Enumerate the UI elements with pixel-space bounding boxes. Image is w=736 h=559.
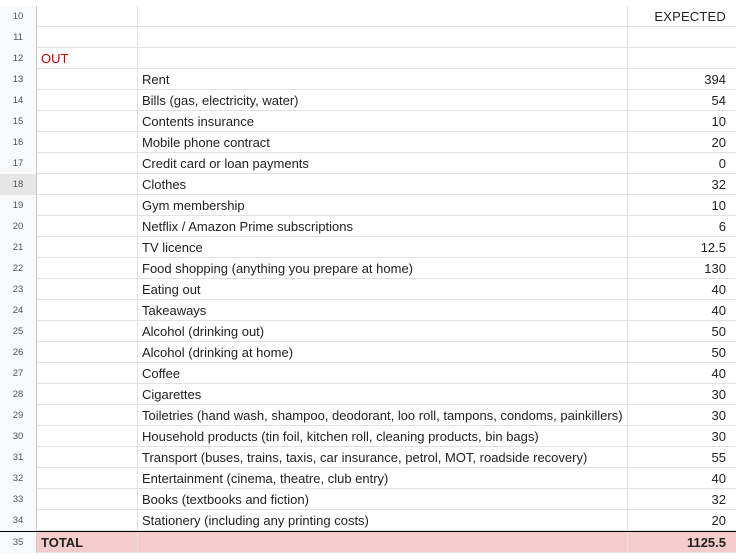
expense-label-cell[interactable]: Household products (tin foil, kitchen roll, cleaning products, bin bags) xyxy=(138,426,628,447)
section-row xyxy=(0,48,736,69)
cell-a[interactable] xyxy=(37,69,138,90)
row-number[interactable]: 11 xyxy=(0,27,37,48)
row-number[interactable]: 20 xyxy=(0,216,37,237)
cell-a[interactable] xyxy=(37,132,138,153)
cell-a[interactable] xyxy=(37,447,138,468)
cell-a[interactable] xyxy=(37,153,138,174)
expense-label-cell[interactable]: Clothes xyxy=(138,174,628,195)
expense-row xyxy=(0,321,736,342)
expense-label-cell[interactable]: Food shopping (anything you prepare at home) xyxy=(138,258,628,279)
cell-a[interactable] xyxy=(37,90,138,111)
row-number[interactable]: 13 xyxy=(0,69,37,90)
blank-row xyxy=(0,27,736,48)
total-label-cell[interactable]: TOTAL xyxy=(37,532,138,553)
row-number[interactable]: 31 xyxy=(0,447,37,468)
cell-b[interactable] xyxy=(138,48,628,69)
row-number[interactable]: 24 xyxy=(0,300,37,321)
expense-label-cell[interactable]: Toiletries (hand wash, shampoo, deodorant, loo roll, tampons, condoms, painkillers) xyxy=(138,405,628,426)
expense-label-cell[interactable]: Gym membership xyxy=(138,195,628,216)
row-number[interactable]: 12 xyxy=(0,48,37,69)
expense-row xyxy=(0,510,736,531)
expense-row xyxy=(0,363,736,384)
expense-row xyxy=(0,468,736,489)
row-number[interactable]: 17 xyxy=(0,153,37,174)
row-number[interactable]: 14 xyxy=(0,90,37,111)
expense-value-cell[interactable]: 20 xyxy=(711,513,726,528)
expense-value-cell[interactable]: 10 xyxy=(711,198,726,213)
expense-value-cell[interactable]: 40 xyxy=(711,471,726,486)
expense-row xyxy=(0,342,736,363)
expense-row xyxy=(0,489,736,510)
expense-value-cell[interactable]: 40 xyxy=(711,366,726,381)
expense-value-cell[interactable]: 40 xyxy=(711,303,726,318)
expense-row xyxy=(0,69,736,90)
expense-value-cell[interactable]: 40 xyxy=(711,282,726,297)
header-row xyxy=(0,6,736,27)
cell-a[interactable] xyxy=(37,342,138,363)
cell-a[interactable] xyxy=(37,426,138,447)
expense-row xyxy=(0,300,736,321)
row-number[interactable]: 26 xyxy=(0,342,37,363)
expense-label-cell[interactable]: Mobile phone contract xyxy=(138,132,628,153)
expense-value-cell[interactable]: 50 xyxy=(711,345,726,360)
total-value-cell[interactable]: 1125.5 xyxy=(686,535,726,550)
expense-label-cell[interactable]: Eating out xyxy=(138,279,628,300)
expense-label-cell[interactable]: Netflix / Amazon Prime subscriptions xyxy=(138,216,628,237)
row-number-selected[interactable]: 18 xyxy=(0,174,37,195)
expense-value-cell[interactable]: 0 xyxy=(718,156,726,171)
expense-label-cell[interactable]: Contents insurance xyxy=(138,111,628,132)
cell-a[interactable] xyxy=(37,489,138,510)
cell-a[interactable] xyxy=(37,363,138,384)
expense-label-cell[interactable]: Credit card or loan payments xyxy=(138,153,628,174)
row-number[interactable]: 21 xyxy=(0,237,37,258)
cell-b[interactable] xyxy=(138,6,628,27)
expense-row xyxy=(0,195,736,216)
row-number[interactable]: 28 xyxy=(0,384,37,405)
expense-label-cell[interactable]: Bills (gas, electricity, water) xyxy=(138,90,628,111)
expense-value-cell[interactable]: 50 xyxy=(711,324,726,339)
expense-row xyxy=(0,447,736,468)
expense-value-cell[interactable]: 394 xyxy=(704,72,726,87)
cell-a[interactable] xyxy=(37,510,138,531)
expense-row xyxy=(0,216,736,237)
expense-row xyxy=(0,132,736,153)
cell-c[interactable] xyxy=(628,48,736,69)
cell-a[interactable] xyxy=(37,300,138,321)
cell-b[interactable] xyxy=(138,532,628,553)
cell-a[interactable] xyxy=(37,405,138,426)
expense-row xyxy=(0,258,736,279)
expense-row xyxy=(0,174,736,195)
cell-a[interactable] xyxy=(37,195,138,216)
expense-value-cell[interactable]: 12.5 xyxy=(700,240,726,255)
row-number[interactable]: 30 xyxy=(0,426,37,447)
cell-a[interactable] xyxy=(37,27,138,48)
expense-row xyxy=(0,111,736,132)
row-number[interactable]: 32 xyxy=(0,468,37,489)
expense-value-cell[interactable]: 30 xyxy=(711,408,726,423)
cell-a[interactable] xyxy=(37,321,138,342)
cell-a[interactable] xyxy=(37,111,138,132)
cell-c[interactable] xyxy=(628,27,736,48)
cell-a[interactable] xyxy=(37,216,138,237)
cell-a[interactable] xyxy=(37,237,138,258)
cell-a[interactable] xyxy=(37,258,138,279)
cell-a[interactable] xyxy=(37,279,138,300)
row-number[interactable]: 27 xyxy=(0,363,37,384)
expense-label-cell[interactable]: Alcohol (drinking at home) xyxy=(138,342,628,363)
cell-a[interactable] xyxy=(37,468,138,489)
row-number[interactable]: 16 xyxy=(0,132,37,153)
row-number[interactable]: 29 xyxy=(0,405,37,426)
expense-label-cell[interactable]: Entertainment (cinema, theatre, club entry) xyxy=(138,468,628,489)
expense-value-cell[interactable]: 30 xyxy=(711,387,726,402)
row-number[interactable]: 33 xyxy=(0,489,37,510)
row-number[interactable]: 23 xyxy=(0,279,37,300)
expense-row xyxy=(0,384,736,405)
expense-label-cell[interactable]: Coffee xyxy=(138,363,628,384)
cell-a[interactable] xyxy=(37,384,138,405)
expense-row xyxy=(0,279,736,300)
cell-a[interactable] xyxy=(37,6,138,27)
cell-a[interactable] xyxy=(37,174,138,195)
row-number[interactable]: 15 xyxy=(0,111,37,132)
expense-value-cell[interactable]: 55 xyxy=(711,450,726,465)
expense-label-cell[interactable]: Rent xyxy=(138,69,628,90)
out-section-label[interactable]: OUT xyxy=(37,48,138,69)
expense-label-cell[interactable]: Transport (buses, trains, taxis, car insurance, petrol, MOT, roadside recovery) xyxy=(138,447,628,468)
expense-value-cell[interactable]: 10 xyxy=(711,114,726,129)
expense-label-cell[interactable]: Stationery (including any printing costs) xyxy=(138,510,628,531)
expense-value-cell[interactable]: 54 xyxy=(711,93,726,108)
cell-b[interactable] xyxy=(138,27,628,48)
expense-label-cell[interactable]: Takeaways xyxy=(138,300,628,321)
expense-row xyxy=(0,153,736,174)
row-number[interactable]: 34 xyxy=(0,510,37,531)
row-number[interactable]: 22 xyxy=(0,258,37,279)
row-number[interactable]: 35 xyxy=(0,532,37,553)
total-row xyxy=(0,531,736,553)
expense-row xyxy=(0,426,736,447)
expense-value-cell[interactable]: 30 xyxy=(711,429,726,444)
row-number[interactable]: 19 xyxy=(0,195,37,216)
expense-row xyxy=(0,90,736,111)
expense-row xyxy=(0,405,736,426)
expense-value-cell[interactable]: 6 xyxy=(718,219,726,234)
expense-value-cell[interactable]: 32 xyxy=(711,177,726,192)
expense-label-cell[interactable]: Books (textbooks and fiction) xyxy=(138,489,628,510)
expense-value-cell[interactable]: 20 xyxy=(711,135,726,150)
expense-value-cell[interactable]: 32 xyxy=(711,492,726,507)
expense-value-cell[interactable]: 130 xyxy=(704,261,726,276)
expense-label-cell[interactable]: Cigarettes xyxy=(138,384,628,405)
expense-row xyxy=(0,237,736,258)
expense-label-cell[interactable]: Alcohol (drinking out) xyxy=(138,321,628,342)
row-number[interactable]: 10 xyxy=(0,6,37,27)
expected-header-cell[interactable]: EXPECTED xyxy=(654,9,726,24)
row-number[interactable]: 25 xyxy=(0,321,37,342)
expense-label-cell[interactable]: TV licence xyxy=(138,237,628,258)
